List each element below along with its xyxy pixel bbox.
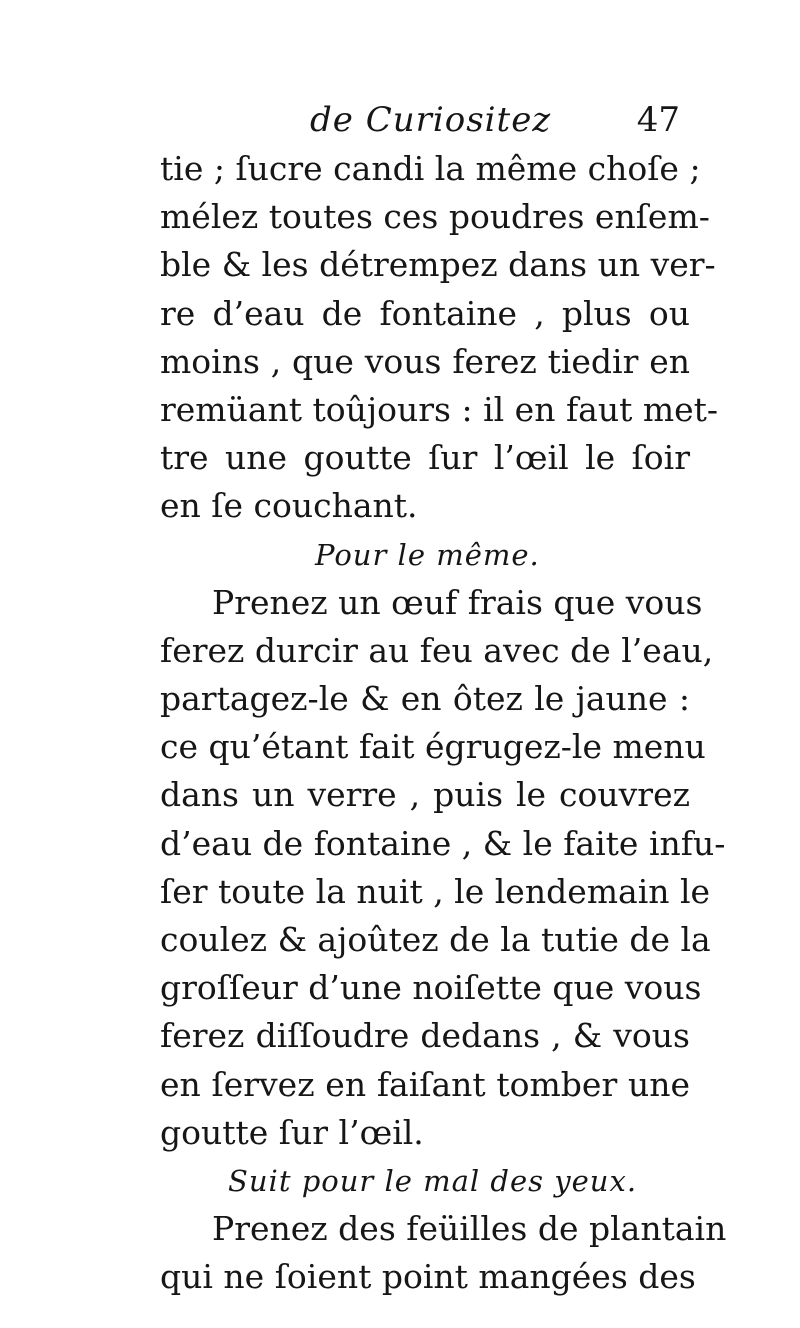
text-line: d’eau de fontaine , & le faite infu- — [160, 823, 726, 863]
text-line: en ſervez en faiſant tomber une — [160, 1064, 690, 1104]
text-line: ce qu’étant fait égrugez-le menu — [160, 727, 706, 767]
text-line: groſſeur d’une noiſette que vous — [160, 968, 702, 1008]
text-line: moins , que vous ferez tiedir en — [160, 341, 690, 381]
text-line: Prenez des feüilles de plantain — [212, 1209, 727, 1249]
text-line: ſer toute la nuit , le lendemain le — [160, 871, 711, 911]
text-line: tre une goutte ſur l’œil le ſoir — [160, 438, 690, 478]
page-number: 47 — [636, 100, 680, 140]
text-line: dans un verre , puis le couvrez — [160, 775, 690, 815]
text-line: en ſe couchant. — [160, 486, 418, 526]
text-line: ferez diſſoudre dedans , & vous — [160, 1016, 690, 1056]
text-line: coulez & ajoûtez de la tutie de la — [160, 920, 711, 959]
body-text — [160, 145, 727, 1302]
running-head — [300, 100, 680, 150]
text-line: partagez-le & en ôtez le jaune : — [160, 679, 690, 719]
text-line: ble & les détrempez dans un ver- — [160, 245, 716, 285]
text-line: remüant toûjours : il en faut met- — [160, 389, 719, 429]
text-line: goutte ſur l’œil. — [160, 1112, 424, 1152]
text-line: tie ; ſucre candi la même choſe ; — [160, 149, 701, 188]
text-line: ferez durcir au feu avec de l’eau, — [160, 630, 714, 670]
text-line: re d’eau de fontaine , plus ou — [160, 293, 690, 333]
running-title: de Curiositez — [310, 100, 552, 140]
text-line: Prenez un œuf frais que vous — [212, 582, 703, 622]
text-line: mélez toutes ces poudres enſem- — [160, 197, 710, 237]
section-heading: Suit pour le mal des yeux. — [228, 1163, 638, 1198]
text-line: qui ne ſoient point mangées des — [160, 1257, 696, 1297]
section-heading: Pour le même. — [315, 537, 540, 572]
